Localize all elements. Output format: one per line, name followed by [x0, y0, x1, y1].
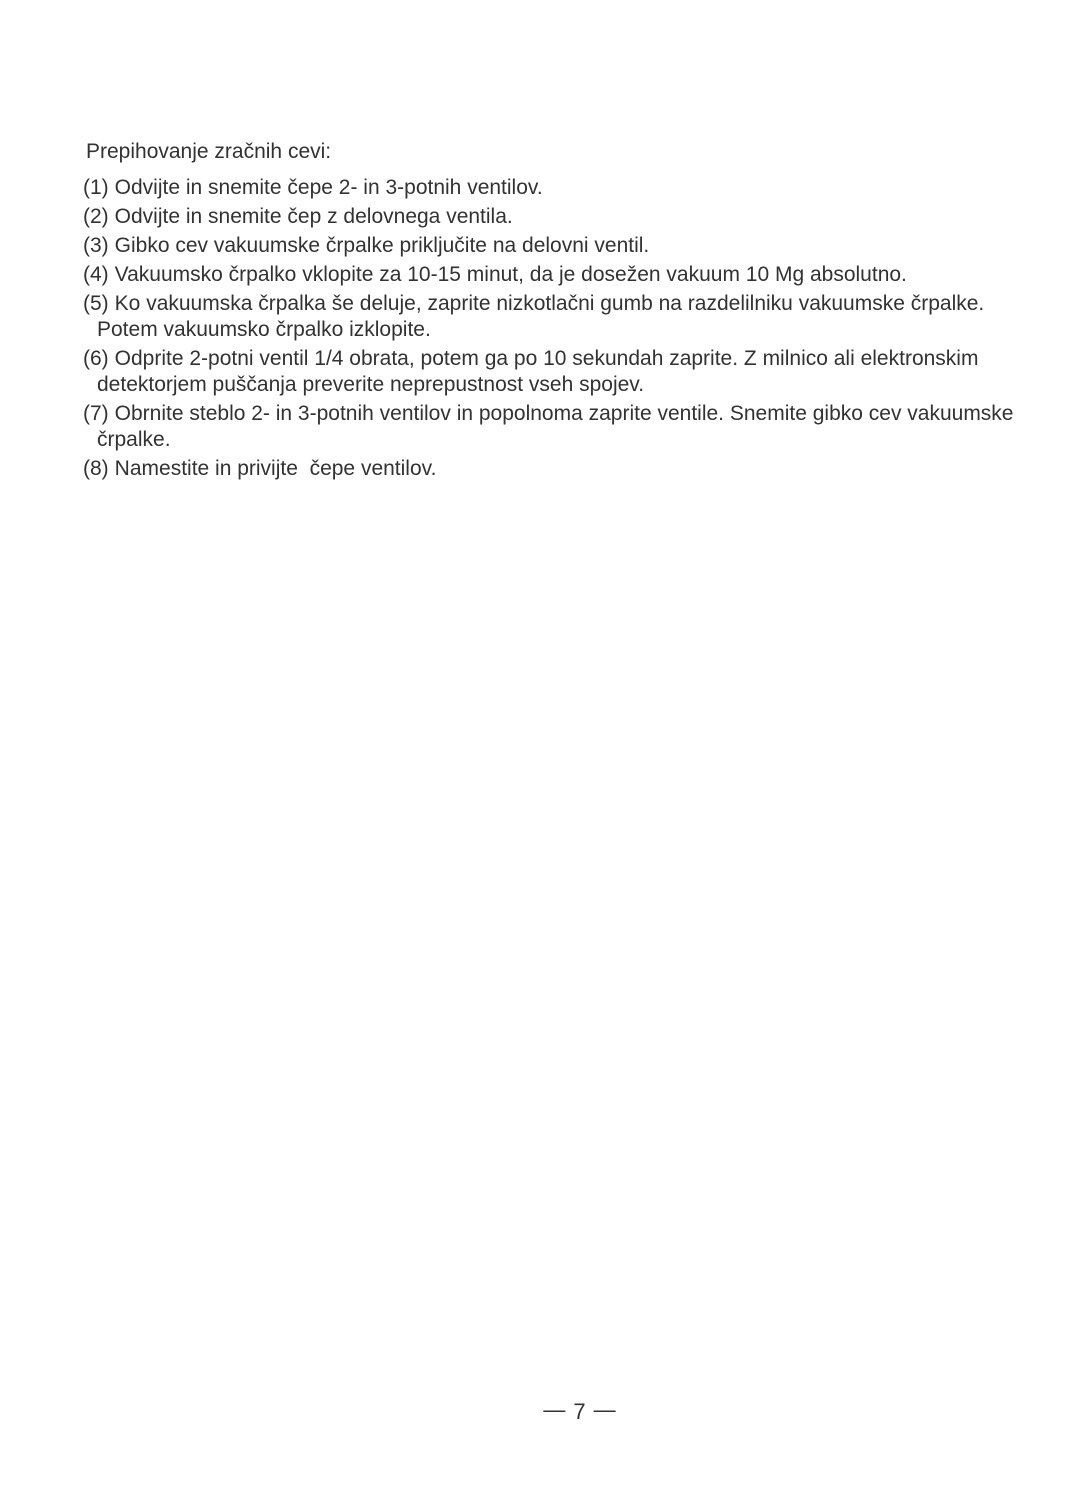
list-item-number: (6): [83, 347, 109, 370]
list-item: [83, 233, 1078, 259]
page-number-dash-right: —: [593, 1397, 616, 1422]
list-item-number: (7): [83, 402, 109, 425]
list-item-line: detektorjem puščanja preverite neprepustnost vseh spojev.: [97, 373, 645, 396]
list-item: [83, 262, 1078, 288]
list-item-line: [83, 291, 1078, 317]
list-item: [83, 291, 1078, 343]
list-item-text: Ko vakuumska črpalka še deluje, zaprite nizkotlačni gumb na razdelilniku vakuumske črpalke.: [114, 292, 985, 315]
list-item-text: Odvijte in snemite čep z delovnega ventila.: [114, 205, 513, 228]
list-item-line: Potem vakuumsko črpalko izklopite.: [97, 318, 431, 341]
list-item-number: (3): [83, 234, 109, 257]
page-title: Prepihovanje zračnih cevi:: [86, 140, 332, 163]
list-item-text: Gibko cev vakuumske črpalke priključite na delovni ventil.: [114, 234, 650, 257]
list-item-text: Odvijte in snemite čepe 2- in 3-potnih ventilov.: [114, 176, 543, 199]
list-item-text: Vakuumsko črpalko vklopite za 10-15 minut, da je dosežen vakuum 10 Mg absolutno.: [114, 263, 907, 286]
list-item-text: Odprite 2-potni ventil 1/4 obrata, potem ga po 10 sekundah zaprite. Z milnico ali elektronskim: [114, 347, 979, 370]
list-item-line: [83, 401, 1078, 427]
list-item-line: [83, 175, 1078, 201]
list-item: [83, 401, 1078, 453]
list-item-line: črpalke.: [97, 428, 171, 451]
page-number: 7: [573, 1399, 586, 1424]
instruction-list: [83, 175, 1078, 485]
list-item-number: (2): [83, 205, 109, 228]
list-item-number: (4): [83, 263, 109, 286]
list-item-number: (8): [83, 457, 109, 480]
page-number-dash-left: —: [543, 1397, 566, 1422]
list-item-number: (5): [83, 292, 109, 315]
list-item: [83, 456, 1078, 482]
list-item-text: Namestite in privijte čepe ventilov.: [114, 457, 437, 480]
list-item-line: [83, 204, 1078, 230]
list-item-line: [83, 233, 1078, 259]
list-item: [83, 175, 1078, 201]
list-item-line: [83, 456, 1078, 482]
list-item-line: [83, 262, 1078, 288]
list-item: [83, 204, 1078, 230]
list-item-number: (1): [83, 176, 109, 199]
list-item: [83, 346, 1078, 398]
page-footer: [0, 1399, 1083, 1425]
list-item-line: [83, 346, 1078, 372]
list-item-text: Obrnite steblo 2- in 3-potnih ventilov in popolnoma zaprite ventile. Snemite gibko cev vakuumske: [114, 402, 1014, 425]
